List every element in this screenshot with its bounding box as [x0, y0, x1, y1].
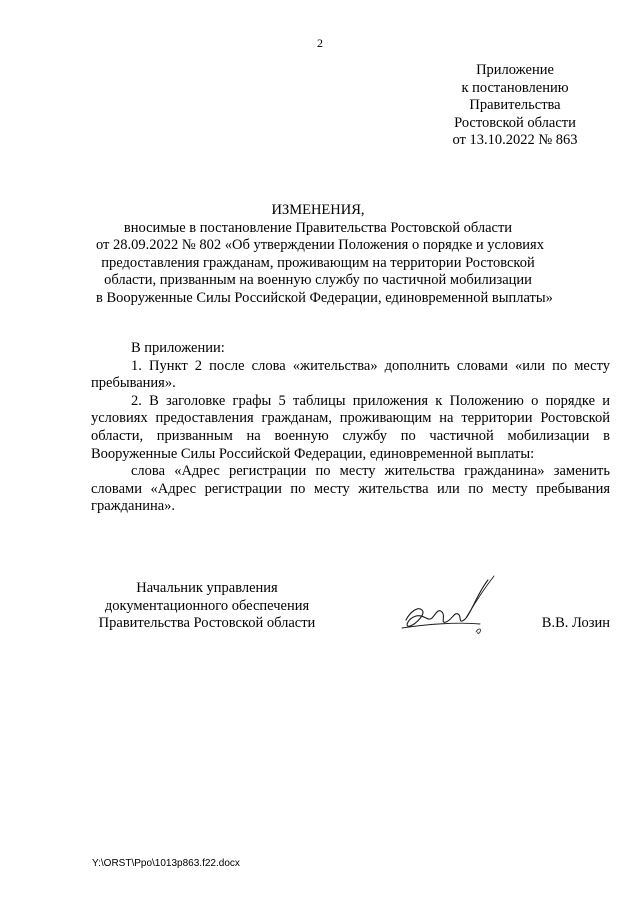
signatory-name: В.В. Лозин	[541, 615, 610, 631]
amendment-item-2-detail: слова «Адрес регистрации по месту жительства гражданина» заменить словами «Адрес регистрации по месту жительства или по месту пребывания гражданина».	[91, 463, 610, 515]
position-line: документационного обеспечения	[104, 597, 310, 614]
title-heading: ИЗМЕНЕНИЯ,	[271, 202, 365, 218]
amendment-item-1: 1. Пункт 2 после слова «жительства» дополнить словами «или по месту пребывания».	[91, 357, 610, 392]
appendix-line: Ростовской области	[454, 114, 576, 131]
document-title	[96, 202, 553, 308]
signatory-position	[92, 580, 322, 633]
body-intro: В приложении:	[131, 340, 225, 356]
appendix-line: к постановлению	[461, 79, 569, 96]
position-line: Начальник управления	[136, 580, 278, 596]
title-line: в Вооруженные Силы Российской Федерации, единовременной выплаты»	[96, 289, 553, 306]
appendix-line: от 13.10.2022 № 863	[452, 132, 578, 148]
appendix-line: Приложение	[476, 62, 554, 78]
amendment-item-2: 2. В заголовке графы 5 таблицы приложения к Положению о порядке и условиях предоставления гражданам, проживающим на территории Ростовской области, призванным на военную службу по частичной мобилизации в Вооруженные Силы Российской Федерации, единовременной выплаты:	[91, 392, 610, 462]
handwritten-signature	[388, 572, 508, 642]
appendix-header	[430, 62, 600, 150]
file-path: Y:\ORST\Ppo\1013p863.f22.docx	[92, 858, 240, 869]
position-line: Правительства Ростовской области	[98, 615, 316, 632]
page-number: 2	[317, 36, 323, 50]
appendix-line: Правительства	[469, 97, 561, 113]
title-line: вносимые в постановление Правительства Ростовской области	[123, 219, 513, 236]
title-line: предоставления гражданам, проживающим на территории Ростовской	[101, 254, 535, 271]
document-body	[91, 340, 610, 516]
title-line: от 28.09.2022 № 802 «Об утверждении Положения о порядке и условиях	[96, 237, 544, 254]
title-line: области, призванным на военную службу по частичной мобилизации	[104, 272, 532, 289]
